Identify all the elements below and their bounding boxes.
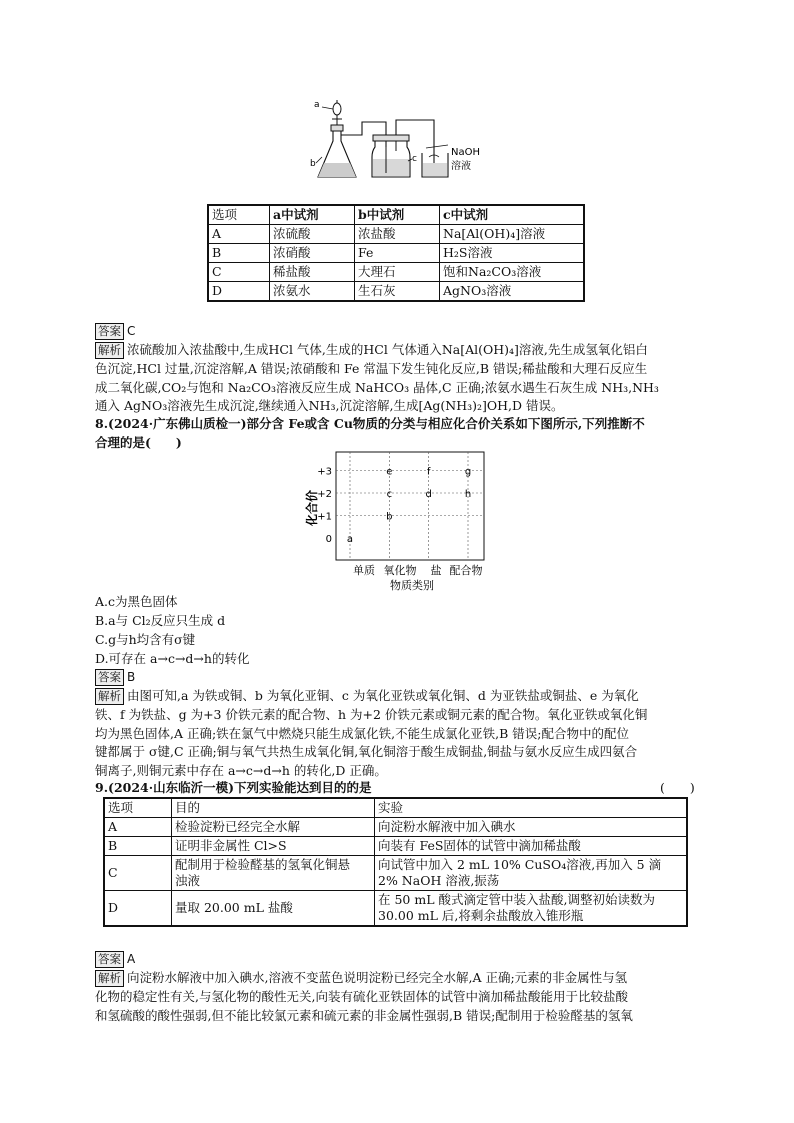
chart-point-g: g	[464, 466, 472, 478]
answer-value: C	[127, 324, 136, 338]
q7-reagent-table	[207, 204, 585, 302]
chart-point-a: a	[346, 534, 354, 545]
table-cell: H₂S溶液	[440, 244, 585, 263]
q9-answer-paren: ( )	[660, 780, 695, 795]
valence-chart	[300, 448, 500, 593]
q7-explanation-line-2: 色沉淀,HCl 过量,沉淀溶解,A 错误;浓硝酸和 Fe 常温下发生钝化反应,B 错误;稀盐酸和大理石反应生	[95, 361, 648, 376]
q9-answer	[95, 950, 135, 968]
table-cell	[172, 837, 375, 856]
table-row	[208, 244, 584, 263]
y-tick-label: +1	[317, 511, 332, 523]
x-category-labels	[353, 563, 483, 577]
table-row	[208, 282, 584, 302]
chart-point-d: d	[425, 489, 432, 500]
table-cell	[375, 818, 688, 837]
answer-value: B	[127, 670, 136, 684]
table-cell	[172, 891, 375, 927]
experiment-text: 向试管中加入 2 mL 10% CuSO₄溶液,再加入 5 滴	[378, 857, 662, 872]
q8-option-a: A.c为黑色固体	[95, 594, 178, 609]
q9-experiment-table	[103, 797, 688, 927]
q8-option-c: C.g与h均含有σ键	[95, 632, 196, 647]
q9-explanation-line-2: 化物的稳定性有关,与氢化物的酸性无关,向装有硫化亚铁固体的试管中滴加稀盐酸能用于比较盐酸	[95, 989, 628, 1004]
table-header-cell: b中试剂	[355, 205, 440, 225]
table-cell: C	[104, 856, 172, 891]
table-cell: Na[Al(OH)₄]溶液	[440, 225, 585, 244]
y-tick-label: 0	[325, 534, 332, 545]
q8-answer	[95, 668, 135, 686]
chart-frame	[336, 452, 484, 560]
q9-explanation-line-3: 和氢硫酸的酸性强弱,但不能比较氯元素和硫元素的非金属性强弱,B 错误;配制用于检验醛基的氢氧	[95, 1008, 633, 1023]
chart-point-f: f	[426, 466, 431, 478]
explanation-text: 向淀粉水解液中加入碘水,溶液不变蓝色说明淀粉已经完全水解,A 正确;元素的非金属性与氢	[127, 970, 628, 985]
table-cell: Fe	[355, 244, 440, 263]
x-axis-label: 物质类别	[390, 579, 434, 592]
table-cell	[172, 818, 375, 837]
y-tick-label: +3	[317, 466, 332, 478]
q8-option-d: D.可存在 a→c→d→h的转化	[95, 651, 250, 666]
table-header-cell: 选项	[208, 205, 270, 225]
q7-explanation-line-3: 成二氧化碳,CO₂与饱和 Na₂CO₃溶液反应生成 NaHCO₃ 晶体,C 正确;浓氨水遇生石灰生成 NH₃,NH₃	[95, 380, 659, 395]
q9-stem: 9.(2024·山东临沂一模)下列实验能达到目的的是	[95, 780, 372, 795]
experiment-text: 向淀粉水解液中加入碘水	[378, 819, 516, 834]
experiment-text: 在 50 mL 酸式滴定管中装入盐酸,调整初始读数为	[378, 892, 655, 907]
x-category-label: 单质	[353, 564, 375, 577]
table-cell: 浓硝酸	[270, 244, 355, 263]
table-cell: AgNO₃溶液	[440, 282, 585, 302]
table-cell: 大理石	[355, 263, 440, 282]
table-cell	[375, 891, 688, 927]
explanation-text: 由图可知,a 为铁或铜、b 为氧化亚铜、c 为氧化亚铁或氧化铜、d 为亚铁盐或铜盐、e 为氧化	[127, 688, 639, 703]
q8-option-b: B.a与 Cl₂反应只生成 d	[95, 613, 226, 628]
table-cell: 浓氨水	[270, 282, 355, 302]
answer-badge: 答案	[95, 951, 124, 968]
table-cell: 浓盐酸	[355, 225, 440, 244]
answer-badge: 答案	[95, 323, 124, 340]
table-header-cell: 实验	[375, 798, 688, 818]
q8-explanation-line-2: 铁、f 为铁盐、g 为+3 价铁元素的配合物、h 为+2 价铁元素或铜元素的配合物。氧化亚铁或氧化铜	[95, 707, 648, 722]
q8-stem-line-2: 合理的是( )	[95, 435, 182, 450]
y-tick-labels	[317, 467, 332, 546]
table-header-row	[208, 205, 584, 225]
apparatus-figure	[310, 95, 510, 185]
chart-grid	[336, 452, 484, 560]
table-cell: D	[208, 282, 270, 302]
answer-value: A	[127, 952, 136, 966]
table-cell: C	[208, 263, 270, 282]
x-category-label: 氧化物	[383, 564, 417, 577]
chart-point-h: h	[464, 489, 472, 500]
purpose-text: 检验淀粉已经完全水解	[175, 819, 301, 834]
table-cell	[375, 856, 688, 891]
table-row	[104, 818, 687, 837]
q8-explanation-line-3: 均为黑色固体,A 正确;铁在氯气中燃烧只能生成氯化铁,不能生成氯化亚铁,B 错误;配合物中的配位	[95, 726, 630, 741]
chart-point-b: b	[386, 511, 393, 523]
experiment-text: 2% NaOH 溶液,振荡	[378, 873, 500, 888]
label-naoh: NaOH	[451, 147, 480, 158]
purpose-text: 证明非金属性 Cl>S	[175, 838, 287, 853]
y-tick-label: +2	[317, 489, 332, 500]
label-b: b	[310, 159, 316, 169]
x-category-label: 盐	[430, 564, 442, 577]
table-cell: 稀盐酸	[270, 263, 355, 282]
explanation-badge: 解析	[95, 342, 124, 359]
purpose-text: 量取 20.00 mL 盐酸	[175, 900, 293, 915]
table-cell: B	[104, 837, 172, 856]
explanation-badge: 解析	[95, 970, 124, 987]
explanation-text: 浓硫酸加入浓盐酸中,生成HCl 气体,生成的HCl 气体通入Na[Al(OH)₄]溶液,先生成氢氧化铝白	[127, 342, 648, 357]
chart-point-c: c	[386, 489, 393, 500]
q9-explanation-line-1	[95, 969, 627, 987]
table-cell: B	[208, 244, 270, 263]
q8-explanation-line-4: 键都属于 σ键,C 正确;铜与氧气共热生成氧化铜,氧化铜溶于酸生成铜盐,铜盐与氨水反应生成四氨合	[95, 744, 638, 759]
table-cell: D	[104, 891, 172, 927]
table-header-row	[104, 798, 687, 818]
purpose-text: 浊液	[175, 873, 201, 888]
table-header-cell: c中试剂	[440, 205, 585, 225]
q8-explanation-line-5: 铜离子,则铜元素中存在 a→c→d→h 的转化,D 正确。	[95, 763, 387, 778]
table-header-cell: 选项	[104, 798, 172, 818]
q7-explanation-line-1	[95, 341, 648, 359]
table-header-cell: 目的	[172, 798, 375, 818]
table-row	[104, 856, 687, 891]
table-cell	[172, 856, 375, 891]
purpose-text: 配制用于检验醛基的氢氧化铜悬	[175, 857, 351, 872]
x-category-label: 配合物	[449, 564, 483, 577]
q8-explanation-line-1	[95, 687, 639, 705]
table-cell: 浓硫酸	[270, 225, 355, 244]
table-cell: A	[208, 225, 270, 244]
label-solution: 溶液	[451, 161, 471, 172]
q8-stem-line-1: 8.(2024·广东佛山质检一)部分含 Fe或含 Cu物质的分类与相应化合价关系如下图所示,下列推断不	[95, 416, 645, 431]
chart-points	[347, 467, 471, 546]
table-cell: 生石灰	[355, 282, 440, 302]
table-cell	[375, 837, 688, 856]
chart-point-e: e	[386, 466, 393, 478]
answer-badge: 答案	[95, 669, 124, 686]
table-cell: A	[104, 818, 172, 837]
y-axis-label: 化合价	[305, 489, 319, 527]
experiment-text: 30.00 mL 后,将剩余盐酸放入锥形瓶	[378, 908, 584, 923]
table-row	[208, 263, 584, 282]
table-row	[208, 225, 584, 244]
table-header-cell: a中试剂	[270, 205, 355, 225]
experiment-text: 向装有 FeS固体的试管中滴加稀盐酸	[378, 838, 581, 853]
q7-explanation-line-4: 通入 AgNO₃溶液先生成沉淀,继续通入NH₃,沉淀溶解,生成[Ag(NH₃)₂]OH,D 错误。	[95, 398, 564, 413]
table-row	[104, 837, 687, 856]
table-row	[104, 891, 687, 927]
explanation-badge: 解析	[95, 688, 124, 705]
table-cell: 饱和Na₂CO₃溶液	[440, 263, 585, 282]
label-a: a	[314, 100, 320, 110]
q7-answer	[95, 322, 135, 340]
label-c: c	[412, 154, 417, 164]
